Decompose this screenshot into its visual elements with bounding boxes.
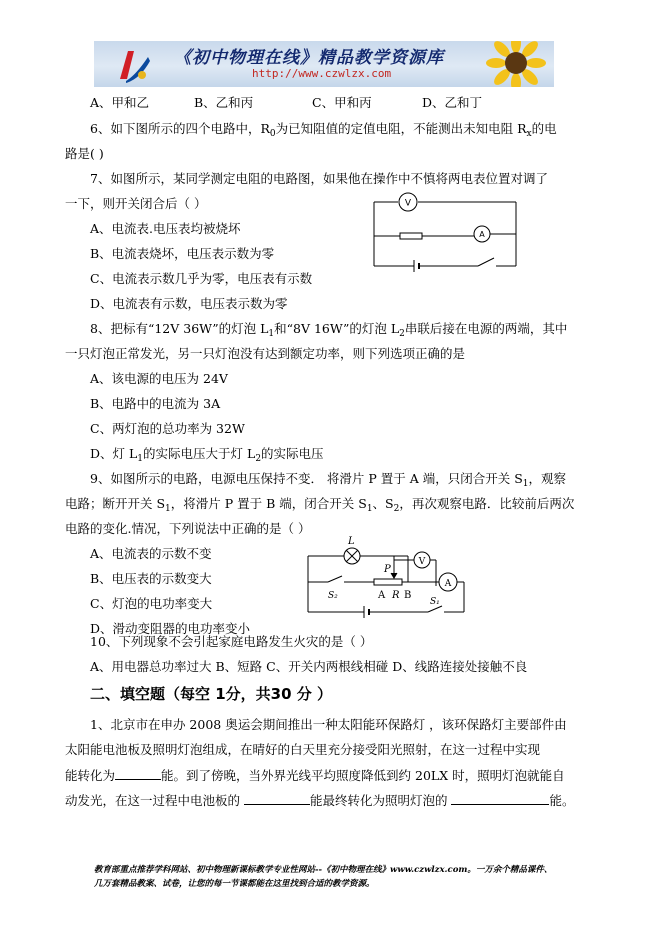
q9-end-b-label: B (404, 590, 412, 601)
banner-url[interactable]: http://www.czwlzx.com (252, 67, 392, 80)
q5-option-d: D、乙和丁 (422, 95, 483, 110)
fill-blank-2[interactable] (244, 792, 310, 805)
q8-option-d: D、灯 $L_1$的实际电压大于灯 $L_2$的实际电压 (90, 446, 324, 464)
banner-title: 《初中物理在线》精品教学资源库 (174, 48, 444, 68)
q9-lamp-label: L (348, 536, 355, 547)
q8-option-c: C、两灯泡的总功率为 32W (90, 421, 245, 436)
q7-circuit-diagram (370, 190, 520, 272)
q7-line2: 一下，则开关闭合后（ ） (65, 196, 207, 211)
q6-line1: 6、如下图所示的四个电路中，$R_0$为已知阻值的定值电阻，不能测出未知电阻 $R_x$的电 (90, 121, 557, 139)
q7-ammeter-label: A (479, 230, 485, 239)
logo-icon (112, 45, 152, 85)
sunflower-icon (480, 41, 552, 87)
fill1-line3: 能转化为 能。到了傍晚，当外界光线平均照度降低到约 20LX 时，照明灯泡就能自 (65, 768, 565, 783)
q5-option-a: A、甲和乙 (90, 95, 150, 110)
q7-option-b: B、电流表烧坏，电压表示数为零 (90, 246, 275, 261)
fill1-line2: 太阳能电池板及照明灯泡组成，在晴好的白天里充分接受阳光照射，在这一过程中实现 (65, 742, 541, 757)
q7-line1: 7、如图所示，某同学测定电阻的电路图，如果他在操作中不慎将两电表位置对调了 (90, 171, 548, 186)
q9-line3: 电路的变化.情况，下列说法中正确的是（ ） (65, 521, 311, 536)
q9-line1: 9、如图所示的电路，电源电压保持不变． 将滑片 P 置于 A 端，只闭合开关 $S_1$，观察 (90, 471, 567, 489)
q9-option-b: B、电压表的示数变大 (90, 571, 212, 586)
q9-switch-s1-label: S₁ (430, 597, 440, 607)
q8-option-b: B、电路中的电流为 3A (90, 396, 221, 411)
header-banner (94, 41, 554, 87)
q9-option-d: D、滑动变阻器的电功率变小 (90, 621, 251, 636)
q7-option-a: A、电流表.电压表均被烧坏 (90, 221, 241, 236)
q9-line2: 电路；断开开关 $S_1$，将滑片 P 置于 B 端，闭合开关 $S_1$、$S_2$，再次观察电路．比较前后两次 (65, 496, 575, 514)
q7-voltmeter-label: V (404, 198, 412, 209)
q9-ammeter-label: A (444, 579, 452, 589)
fill-blank-3[interactable] (451, 792, 549, 805)
fill1-line1: 1、北京市在申办 2008 奥运会期间推出一种太阳能环保路灯 ，该环保路灯主要部件由 (90, 717, 567, 732)
q8-option-a: A、该电源的电压为 24V (90, 371, 228, 386)
q9-voltmeter-label: V (418, 557, 426, 567)
q9-option-a: A、电流表的示数不变 (90, 546, 212, 561)
q5-options (90, 95, 482, 111)
footer-line2: 几万套精品教案、试卷，让您的每一节课都能在这里找到合适的教学资源。 (94, 879, 375, 889)
q9-end-a-label: A (378, 590, 386, 601)
q8-line2: 一只灯泡正常发光，另一只灯泡没有达到额定功率，则下列选项正确的是 (65, 346, 466, 361)
q8-line1: 8、把标有“12V 36W”的灯泡 $L_1$和“8V 16W”的灯泡 $L_2$串联后接在电源的两端，其中 (90, 321, 568, 339)
q10-options: A、用电器总功率过大 B、短路 C、开关内两根线相碰 D、线路连接处接触不良 (90, 659, 528, 674)
q9-slider-label: P (384, 564, 391, 575)
q9-option-c: C、灯泡的电功率变大 (90, 596, 213, 611)
q7-option-c: C、电流表示数几乎为零，电压表有示数 (90, 271, 313, 286)
q9-circuit-diagram (296, 536, 468, 620)
q5-option-c: C、甲和丙 (312, 95, 372, 110)
q6-line2: 路是( ) (65, 146, 104, 161)
q9-rheostat-label: R (392, 590, 400, 601)
q9-switch-s2-label: S₂ (328, 591, 338, 601)
section-title: 二、填空题（每空 1分，共30 分 ） (90, 685, 332, 703)
footer-line1: 教育部重点推荐学科网站、初中物理新课标教学专业性网站--《初中物理在线》www.czwlzx.com。一万余个精品课件、 (94, 865, 553, 875)
q10-line1: 10、下列现象不会引起家庭电路发生火灾的是（ ） (90, 634, 373, 649)
q7-option-d: D、电流表有示数，电压表示数为零 (90, 296, 288, 311)
q5-option-b: B、乙和丙 (194, 95, 254, 110)
fill1-line4: 动发光，在这一过程中电池板的 能最终转化为照明灯泡的 能。 (65, 793, 575, 808)
fill-blank-1[interactable] (115, 767, 161, 780)
